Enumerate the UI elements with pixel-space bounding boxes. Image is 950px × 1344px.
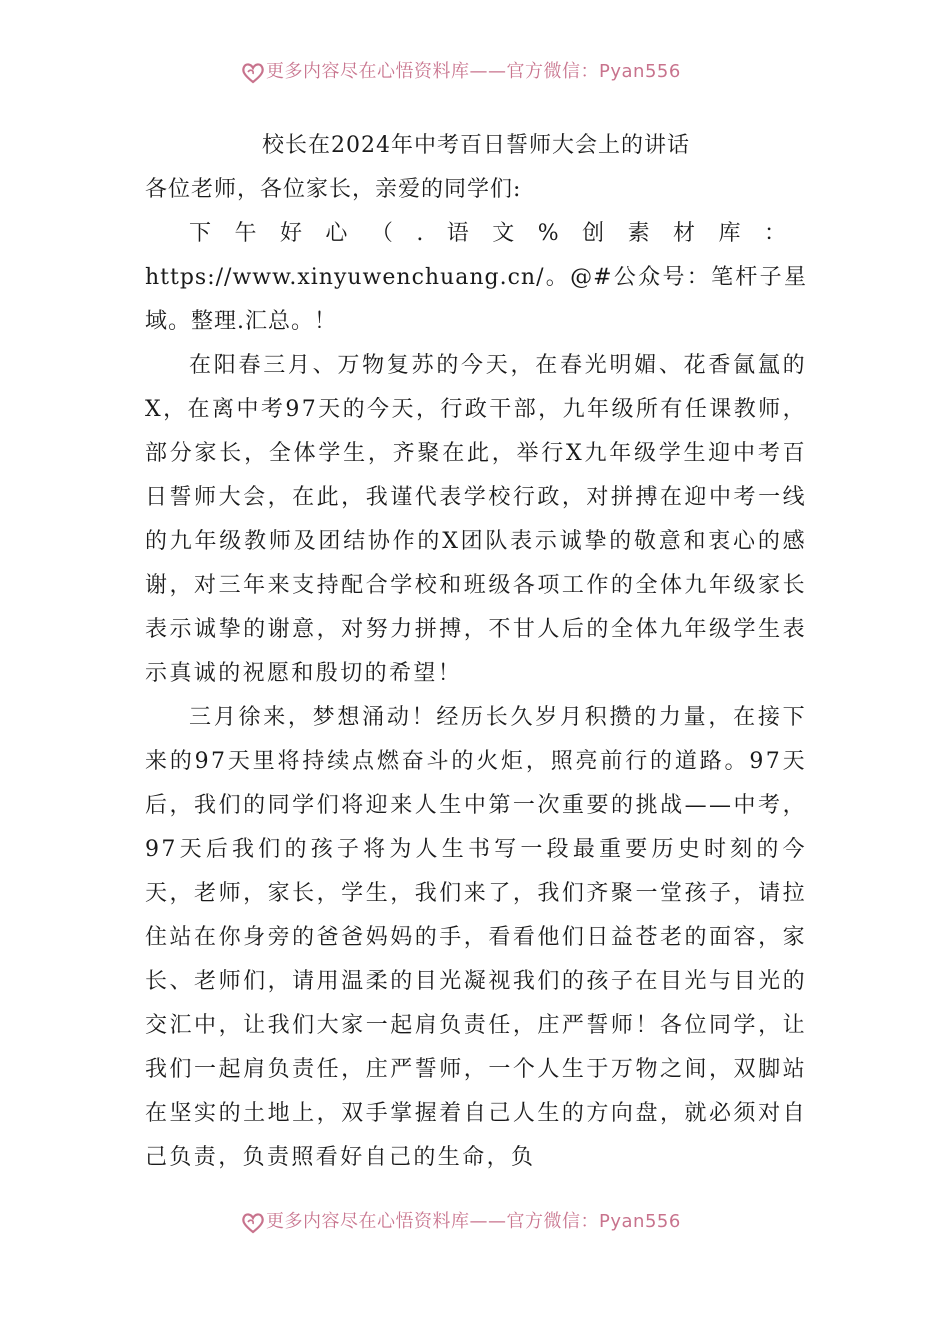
watermark-banner-top [240,58,720,84]
document-body [145,124,807,1180]
document-title: 校长在2024年中考百日誓师大会上的讲话 [262,133,690,158]
source-note-paragraph [145,212,807,344]
watermark-text: 更多内容尽在心悟资料库——官方微信：Pyan556 [266,61,681,82]
greeting-line: 各位老师，各位家长，亲爱的同学们: [145,177,522,202]
watermark-text: 更多内容尽在心悟资料库——官方微信：Pyan556 [266,1211,681,1232]
body-paragraph-1: 在阳春三月、万物复苏的今天，在春光明媚、花香氤氲的X，在离中考97天的今天，行政干部，九年级所有任课教师，部分家长，全体学生，齐聚在此，举行X九年级学生迎中考百日誓师大会，在此，我谨代表学校行政，对拼搏在迎中考一线的九年级教师及团结协作的X团队表示诚挚的敬意和衷心的感谢，对三年来支持配合学校和班级各项工作的全体九年级家长表示诚挚的谢意，对努力拼搏，不甘人后的全体九年级学生表示真诚的祝愿和殷切的希望！ [145,353,807,686]
body-paragraph-2: 三月徐来，梦想涌动！经历长久岁月积攒的力量，在接下来的97天里将持续点燃奋斗的火炬，照亮前行的道路。97天后，我们的同学们将迎来人生中第一次重要的挑战——中考，97天后我们的孩子将为人生书写一段最重要历史时刻的今天，老师，家长，学生，我们来了，我们齐聚一堂孩子，请拉住站在你身旁的爸爸妈妈的手，看看他们日益苍老的面容，家长、老师们，请用温柔的目光凝视我们的孩子在目光与目光的交汇中，让我们大家一起肩负责任，庄严誓师！各位同学，让我们一起肩负责任，庄严誓师，一个人生于万物之间，双脚站在坚实的土地上，双手掌握着自己人生的方向盘，就必须对自己负责，负责照看好自己的生命，负 [145,705,807,1170]
heart-logo-icon [240,1210,266,1234]
source-note-rest: https://www.xinyuwenchuang.cn/。@#公众号：笔杆子星域。整理.汇总。！ [145,265,807,334]
watermark-banner-bottom [240,1208,720,1234]
source-note-spaced: 下午好心（.语文%创素材库： [189,221,807,246]
heart-logo-icon [240,60,266,84]
